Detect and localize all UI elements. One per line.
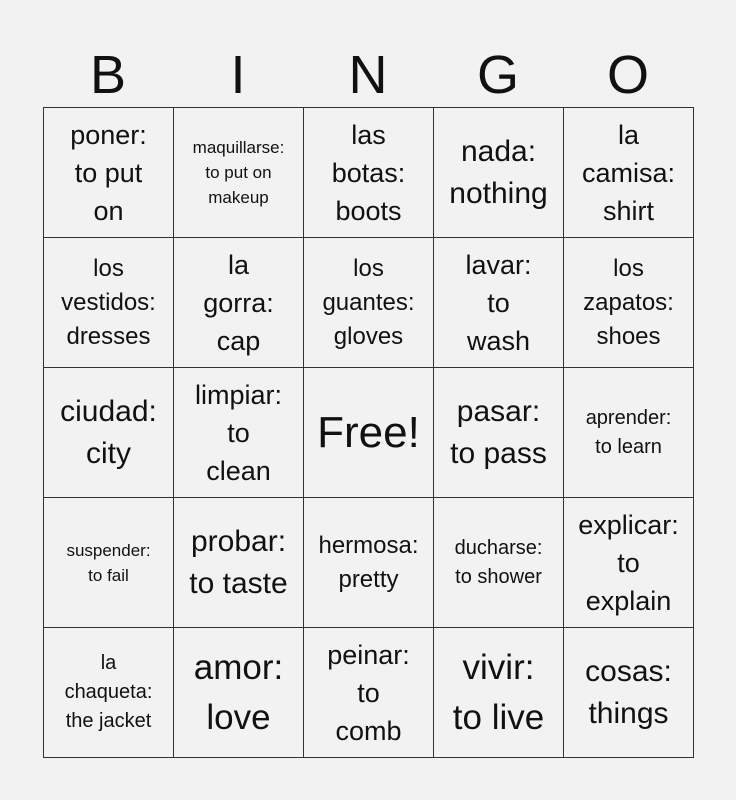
bingo-cell-r4-c2[interactable] (174, 498, 304, 628)
bingo-cell-text: la gorra: cap (203, 249, 274, 356)
bingo-cell-text: peinar: to comb (327, 639, 410, 746)
bingo-header (43, 42, 693, 108)
free-space-cell[interactable] (304, 368, 434, 498)
bingo-cell-r2-c2[interactable] (174, 238, 304, 368)
bingo-cell-text: ducharse: to shower (454, 536, 543, 588)
bingo-cell-text: ciudad: city (60, 394, 157, 470)
bingo-cell-r1-c4[interactable] (434, 108, 564, 238)
header-letter-o: O (606, 45, 649, 105)
bingo-cell-text: nada: nothing (449, 134, 548, 210)
bingo-cell-r5-c3[interactable] (304, 628, 434, 758)
header-letter-g: G (476, 45, 519, 105)
bingo-cell-r2-c5[interactable] (564, 238, 694, 368)
bingo-cell-text: los vestidos: dresses (61, 254, 156, 350)
bingo-cell-text: amor: love (193, 647, 284, 737)
bingo-cell-r2-c1[interactable] (44, 238, 174, 368)
header-letter-n: N (348, 45, 388, 105)
bingo-cell-text: hermosa: pretty (318, 531, 419, 593)
bingo-cell-r4-c3[interactable] (304, 498, 434, 628)
bingo-cell-r3-c1[interactable] (44, 368, 174, 498)
bingo-cell-r5-c5[interactable] (564, 628, 694, 758)
bingo-cell-r1-c2[interactable] (174, 108, 304, 238)
bingo-cell-text: las botas: boots (331, 119, 406, 226)
bingo-cell-r5-c2[interactable] (174, 628, 304, 758)
bingo-cell-text: los zapatos: shoes (583, 254, 674, 350)
bingo-cell-r1-c1[interactable] (44, 108, 174, 238)
bingo-cell-text: la chaqueta: the jacket (64, 652, 153, 732)
bingo-board (43, 107, 694, 758)
bingo-cell-r3-c4[interactable] (434, 368, 564, 498)
bingo-cell-r5-c4[interactable] (434, 628, 564, 758)
bingo-cell-r3-c5[interactable] (564, 368, 694, 498)
bingo-cell-text: cosas: things (585, 654, 672, 730)
header-letter-b: B (89, 45, 127, 105)
header-letter-i: I (230, 45, 246, 105)
bingo-cell-text: aprender: to learn (585, 406, 672, 458)
bingo-cell-r4-c5[interactable] (564, 498, 694, 628)
bingo-cell-text: maquillarse: to put on makeup (192, 138, 285, 207)
bingo-cell-text: lavar: to wash (465, 249, 532, 356)
bingo-cell-text: vivir: to live (452, 647, 545, 737)
bingo-cell-text: los guantes: gloves (322, 254, 415, 350)
bingo-cell-text: pasar: to pass (450, 394, 547, 470)
bingo-cell-r4-c4[interactable] (434, 498, 564, 628)
bingo-cell-text: limpiar: to clean (194, 379, 282, 486)
bingo-cell-r2-c4[interactable] (434, 238, 564, 368)
bingo-cell-text: suspender: to fail (66, 540, 151, 585)
bingo-cell-r2-c3[interactable] (304, 238, 434, 368)
bingo-cell-text: poner: to put on (70, 119, 147, 226)
bingo-cell-r3-c2[interactable] (174, 368, 304, 498)
bingo-cell-text: Free! (317, 407, 420, 457)
bingo-cell-r4-c1[interactable] (44, 498, 174, 628)
bingo-cell-r1-c3[interactable] (304, 108, 434, 238)
bingo-cell-r5-c1[interactable] (44, 628, 174, 758)
bingo-cell-text: explicar: to explain (578, 509, 679, 616)
bingo-cell-text: la camisa: shirt (581, 119, 676, 226)
bingo-cell-text: probar: to taste (189, 524, 288, 600)
bingo-cell-r1-c5[interactable] (564, 108, 694, 238)
